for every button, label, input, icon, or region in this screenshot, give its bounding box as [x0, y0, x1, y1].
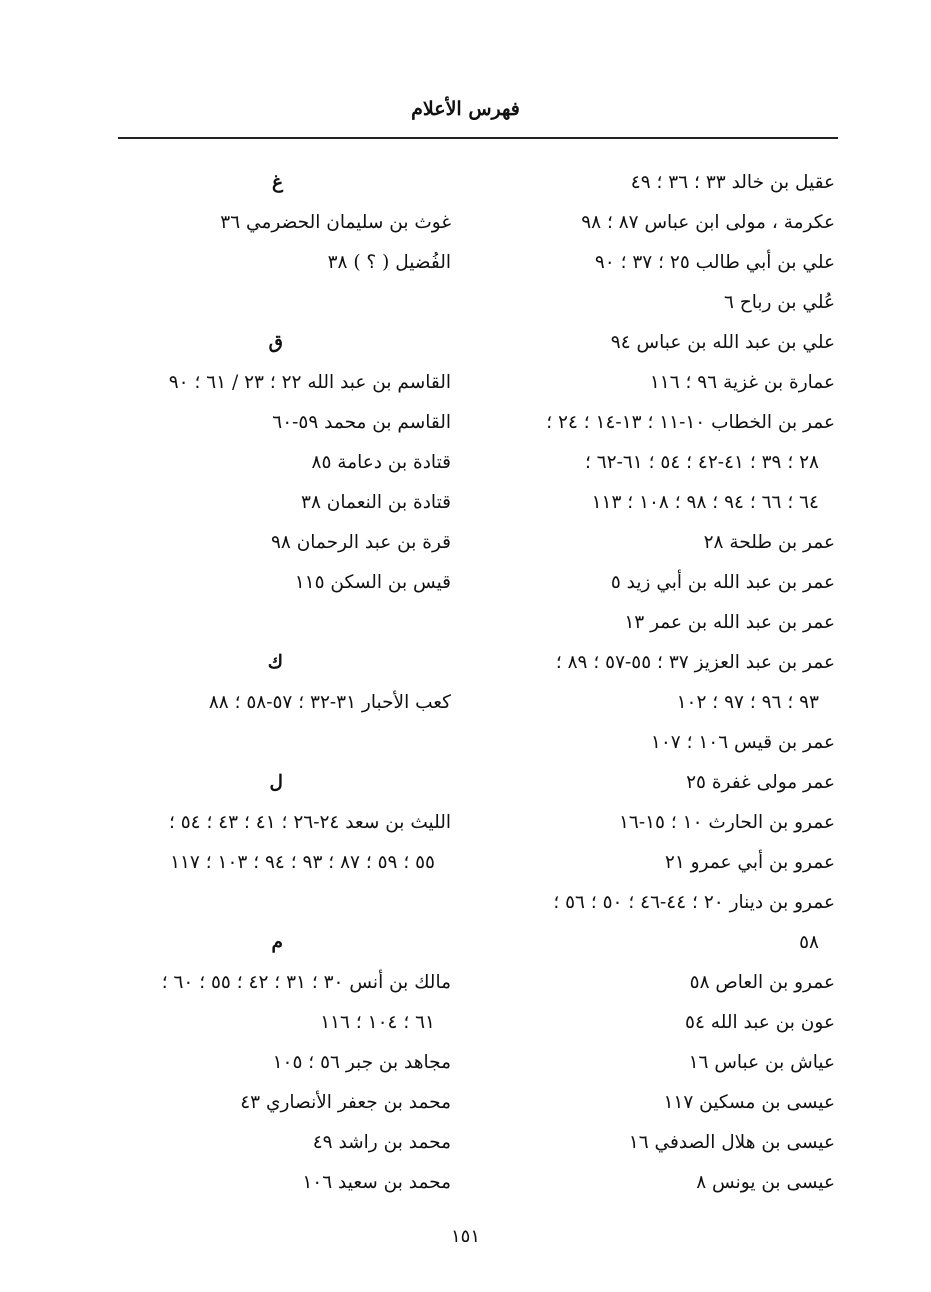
index-entry: عمر بن طلحة ٢٨	[703, 532, 835, 553]
index-entry-continuation: ٩٣ ؛ ٩٦ ؛ ٩٧ ؛ ١٠٢	[676, 692, 819, 713]
index-entry: عمرو بن دينار ٢٠ ؛ ٤٤-٤٦ ؛ ٥٠ ؛ ٥٦ ؛	[553, 892, 835, 913]
index-entry: عقيل بن خالد ٣٣ ؛ ٣٦ ؛ ٤٩	[630, 172, 835, 193]
letter-heading: ل	[269, 772, 283, 793]
running-title: فهرس الأعلام	[411, 98, 520, 120]
index-entry: عمر بن عبد العزيز ٣٧ ؛ ٥٥-٥٧ ؛ ٨٩ ؛	[555, 652, 835, 673]
index-entry: عيسى بن هلال الصدفي ١٦	[628, 1132, 835, 1153]
index-entry: عمر بن عبد الله بن أبي زيد ٥	[610, 572, 835, 593]
index-column-left	[66, 163, 451, 1203]
index-entry: عُلي بن رباح ٦	[723, 292, 835, 313]
index-entry: عمر بن الخطاب ١٠-١١ ؛ ١٣-١٤ ؛ ٢٤ ؛	[546, 412, 835, 433]
index-entry: علي بن أبي طالب ٢٥ ؛ ٣٧ ؛ ٩٠	[594, 252, 835, 273]
letter-heading: ك	[267, 652, 283, 673]
index-entry: عياش بن عباس ١٦	[688, 1052, 835, 1073]
index-entry: عمر مولى غفرة ٢٥	[686, 772, 835, 793]
index-entry: القاسم بن عبد الله ٢٢ ؛ ٢٣ / ٦١ ؛ ٩٠	[168, 372, 451, 393]
index-entry: عمر بن قيس ١٠٦ ؛ ١٠٧	[650, 732, 835, 753]
index-entry-continuation: ٢٨ ؛ ٣٩ ؛ ٤١-٤٢ ؛ ٥٤ ؛ ٦١-٦٢ ؛	[584, 452, 819, 473]
index-entry-continuation: ٦٤ ؛ ٦٦ ؛ ٩٤ ؛ ٩٨ ؛ ١٠٨ ؛ ١١٣	[591, 492, 819, 513]
index-entry: عون بن عبد الله ٥٤	[685, 1012, 835, 1033]
index-entry-continuation: ٥٨	[799, 932, 819, 953]
index-entry: عيسى بن يونس ٨	[696, 1172, 835, 1193]
index-entry: عيسى بن مسكين ١١٧	[663, 1092, 835, 1113]
index-entry: القاسم بن محمد ٥٩-٦٠	[272, 412, 451, 433]
index-entry: الليث بن سعد ٢٤-٢٦ ؛ ٤١ ؛ ٤٣ ؛ ٥٤ ؛	[168, 812, 451, 833]
letter-heading: غ	[271, 172, 283, 193]
index-entry: مالك بن أنس ٣٠ ؛ ٣١ ؛ ٤٢ ؛ ٥٥ ؛ ٦٠ ؛	[161, 972, 451, 993]
index-entry: كعب الأحبار ٣١-٣٢ ؛ ٥٧-٥٨ ؛ ٨٨	[208, 692, 451, 713]
index-column-right	[450, 163, 835, 1203]
index-entry: عمرو بن العاص ٥٨	[689, 972, 835, 993]
index-entry: قتادة بن النعمان ٣٨	[301, 492, 451, 513]
index-entry: عكرمة ، مولى ابن عباس ٨٧ ؛ ٩٨	[581, 212, 835, 233]
index-entry: قرة بن عبد الرحمان ٩٨	[270, 532, 451, 553]
index-entry: علي بن عبد الله بن عباس ٩٤	[610, 332, 835, 353]
index-entry: غوث بن سليمان الحضرمي ٣٦	[220, 212, 451, 233]
index-entry: قيس بن السكن ١١٥	[294, 572, 451, 593]
index-entry: محمد بن جعفر الأنصاري ٤٣	[240, 1092, 451, 1113]
letter-heading: م	[271, 932, 283, 953]
letter-heading: ق	[268, 332, 283, 353]
index-entry-continuation: ٥٥ ؛ ٥٩ ؛ ٨٧ ؛ ٩٣ ؛ ٩٤ ؛ ١٠٣ ؛ ١١٧	[170, 852, 435, 873]
index-entry: عمرو بن الحارث ١٠ ؛ ١٥-١٦	[618, 812, 835, 833]
section-gap	[66, 883, 451, 923]
section-gap	[66, 603, 451, 643]
index-entry: مجاهد بن جبر ٥٦ ؛ ١٠٥	[272, 1052, 451, 1073]
index-entry: محمد بن راشد ٤٩	[312, 1132, 451, 1153]
header-rule	[118, 137, 838, 139]
page-number: ١٥١	[450, 1226, 480, 1247]
index-entry: قتادة بن دعامة ٨٥	[311, 452, 451, 473]
index-entry: عمرو بن أبي عمرو ٢١	[664, 852, 835, 873]
section-gap	[66, 283, 451, 323]
index-entry: عمارة بن غزية ٩٦ ؛ ١١٦	[649, 372, 835, 393]
index-entry: الفُضيل ( ؟ ) ٣٨	[327, 252, 451, 273]
section-gap	[66, 723, 451, 763]
index-entry: محمد بن سعيد ١٠٦	[302, 1172, 451, 1193]
index-entry-continuation: ٦١ ؛ ١٠٤ ؛ ١١٦	[320, 1012, 435, 1033]
index-entry: عمر بن عبد الله بن عمر ١٣	[624, 612, 835, 633]
